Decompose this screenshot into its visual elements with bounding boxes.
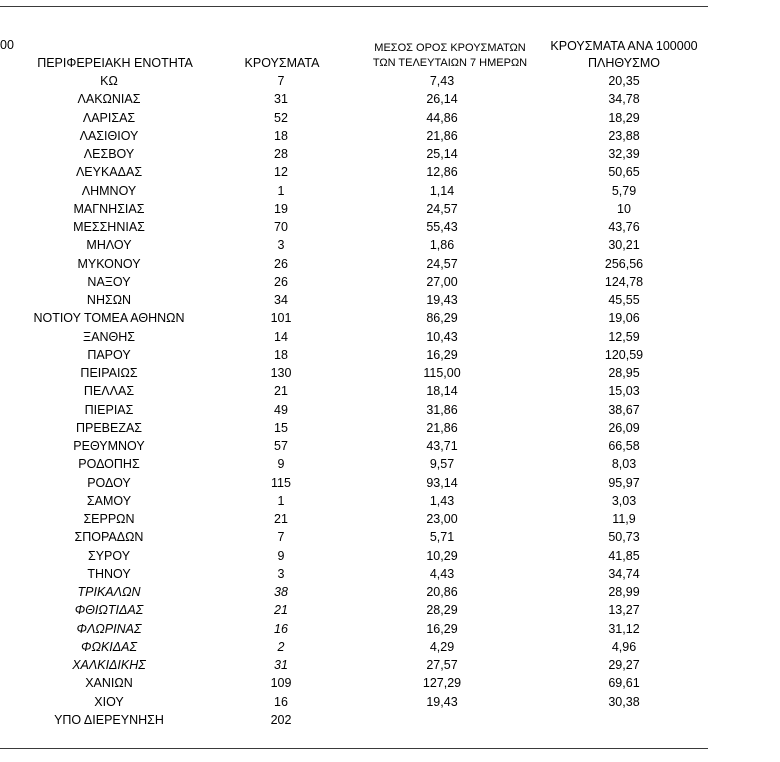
per100k-cell: 4,96 xyxy=(611,639,637,654)
table-row xyxy=(0,638,708,656)
table-row xyxy=(0,547,708,565)
region-cell: ΥΠΟ ΔΙΕΡΕΥΝΗΣΗ xyxy=(54,712,164,727)
cases-cell: 1 xyxy=(277,493,285,508)
per100k-cell xyxy=(540,711,708,729)
per100k-cell: 50,73 xyxy=(608,530,640,545)
region-cell: ΜΑΓΝΗΣΙΑΣ xyxy=(73,201,145,216)
per100k-cell: 30,38 xyxy=(608,694,640,709)
region-cell: ΜΕΣΣΗΝΙΑΣ xyxy=(73,220,145,235)
per100k-cell: 26,09 xyxy=(608,420,640,435)
region-cell: ΤΡΙΚΑΛΩΝ xyxy=(77,585,141,600)
cases-cell: 28 xyxy=(274,147,288,162)
region-cell: ΣΠΟΡΑΔΩΝ xyxy=(74,530,144,545)
cases-cell: 130 xyxy=(270,366,292,381)
avg7-cell: 55,43 xyxy=(426,220,458,235)
avg7-cell: 27,57 xyxy=(426,658,458,673)
region-cell: ΠΑΡΟΥ xyxy=(87,347,131,362)
cases-cell: 52 xyxy=(274,110,288,125)
region-cell: ΛΑΚΩΝΙΑΣ xyxy=(77,92,141,107)
region-cell: ΧΙΟΥ xyxy=(94,694,124,709)
table-row xyxy=(0,620,708,638)
cases-cell: 38 xyxy=(274,585,288,600)
region-cell: ΡΟΔΟΥ xyxy=(87,475,131,490)
table-row xyxy=(0,236,708,254)
table-row xyxy=(0,674,708,692)
region-cell: ΛΗΜΝΟΥ xyxy=(81,183,137,198)
cases-cell: 3 xyxy=(277,566,285,581)
cases-cell: 7 xyxy=(277,530,285,545)
table-row xyxy=(0,127,708,145)
avg7-cell: 24,57 xyxy=(426,201,458,216)
per100k-cell: 32,39 xyxy=(608,147,640,162)
per100k-cell: 28,99 xyxy=(608,585,640,600)
region-cell: ΝΗΣΩΝ xyxy=(86,293,132,308)
avg7-cell: 27,00 xyxy=(426,274,458,289)
region-cell: ΠΕΛΛΑΣ xyxy=(83,384,135,399)
cases-cell: 70 xyxy=(274,220,288,235)
table-row xyxy=(0,346,708,364)
cases-cell: 26 xyxy=(274,274,288,289)
cases-cell: 49 xyxy=(274,402,288,417)
avg7-cell: 31,86 xyxy=(426,402,458,417)
table-row xyxy=(0,309,708,327)
region-cell: ΧΑΝΙΩΝ xyxy=(85,676,133,691)
region-cell: ΣΑΜΟΥ xyxy=(86,493,132,508)
avg7-cell: 127,29 xyxy=(422,676,462,691)
table-row xyxy=(0,492,708,510)
cases-cell: 16 xyxy=(274,694,288,709)
table-row xyxy=(0,109,708,127)
cases-cell: 21 xyxy=(274,603,288,618)
per100k-cell: 10 xyxy=(617,201,631,216)
cases-cell: 2 xyxy=(277,639,285,654)
cases-cell: 26 xyxy=(274,256,288,271)
avg7-cell: 10,43 xyxy=(426,329,458,344)
table-row xyxy=(0,200,708,218)
table-row xyxy=(0,218,708,236)
avg7-cell: 1,43 xyxy=(429,493,455,508)
region-cell: ΤΗΝΟΥ xyxy=(87,566,131,581)
avg7-cell: 12,86 xyxy=(426,165,458,180)
avg7-cell: 93,14 xyxy=(426,475,458,490)
cases-cell: 57 xyxy=(274,439,288,454)
per100k-cell: 12,59 xyxy=(608,329,640,344)
per100k-cell: 19,06 xyxy=(608,311,640,326)
table-row xyxy=(0,255,708,273)
avg7-cell xyxy=(344,711,540,729)
bottom-rule xyxy=(0,748,708,749)
table-row xyxy=(0,565,708,583)
cases-table-body xyxy=(0,72,708,729)
per100k-cell: 8,03 xyxy=(611,457,637,472)
cases-cell: 3 xyxy=(277,238,285,253)
avg7-cell: 1,14 xyxy=(429,183,455,198)
per100k-cell: 41,85 xyxy=(608,548,640,563)
avg7-cell: 16,29 xyxy=(426,621,458,636)
avg7-cell: 1,86 xyxy=(429,238,455,253)
per100k-cell: 69,61 xyxy=(608,676,640,691)
region-cell: ΠΕΙΡΑΙΩΣ xyxy=(80,366,138,381)
per100k-cell: 38,67 xyxy=(608,402,640,417)
header-avg7-line1: ΜΕΣΟΣ ΟΡΟΣ ΚΡΟΥΣΜΑΤΩΝ xyxy=(374,42,526,54)
table-row xyxy=(0,364,708,382)
header-cases: ΚΡΟΥΣΜΑΤΑ xyxy=(244,56,320,70)
cases-cell: 21 xyxy=(274,384,288,399)
per100k-cell: 30,21 xyxy=(608,238,640,253)
cases-cell: 12 xyxy=(274,165,288,180)
avg7-cell: 43,71 xyxy=(426,439,458,454)
region-cell: ΡΟΔΟΠΗΣ xyxy=(78,457,140,472)
avg7-cell: 10,29 xyxy=(426,548,458,563)
per100k-cell: 34,78 xyxy=(608,92,640,107)
per100k-cell: 28,95 xyxy=(608,366,640,381)
cases-cell: 9 xyxy=(277,457,285,472)
truncated-header-text: 00 xyxy=(0,38,14,52)
region-cell: ΣΕΡΡΩΝ xyxy=(83,512,135,527)
avg7-cell: 7,43 xyxy=(429,74,455,89)
avg7-cell: 19,43 xyxy=(426,293,458,308)
region-cell: ΛΕΣΒΟΥ xyxy=(83,147,135,162)
region-cell: ΝΑΞΟΥ xyxy=(87,274,131,289)
header-region: ΠΕΡΙΦΕΡΕΙΑΚΗ ΕΝΟΤΗΤΑ xyxy=(37,56,193,70)
region-cell: ΛΕΥΚΑΔΑΣ xyxy=(75,165,143,180)
table-row xyxy=(0,601,708,619)
avg7-cell: 23,00 xyxy=(426,512,458,527)
table-row xyxy=(0,182,708,200)
per100k-cell: 31,12 xyxy=(608,621,640,636)
per100k-cell: 18,29 xyxy=(608,110,640,125)
region-cell: ΚΩ xyxy=(100,74,118,89)
per100k-cell: 66,58 xyxy=(608,439,640,454)
table-row xyxy=(0,163,708,181)
cases-cell: 34 xyxy=(274,293,288,308)
header-avg7-line2: ΤΩΝ ΤΕΛΕΥΤΑΙΩΝ 7 ΗΜΕΡΩΝ xyxy=(372,57,528,69)
avg7-cell: 5,71 xyxy=(429,530,455,545)
region-cell: ΞΑΝΘΗΣ xyxy=(83,329,135,344)
top-rule xyxy=(0,6,708,7)
table-row xyxy=(0,437,708,455)
header-per100k-line2: ΠΛΗΘΥΣΜΟ xyxy=(588,56,660,70)
avg7-cell: 44,86 xyxy=(426,110,458,125)
per100k-cell: 20,35 xyxy=(608,74,640,89)
table-row xyxy=(0,656,708,674)
table-row xyxy=(0,510,708,528)
avg7-cell: 19,43 xyxy=(426,694,458,709)
region-cell: ΛΑΣΙΘΙΟΥ xyxy=(79,128,139,143)
per100k-cell: 34,74 xyxy=(608,566,640,581)
table-row xyxy=(0,382,708,400)
region-cell: ΛΑΡΙΣΑΣ xyxy=(82,110,136,125)
cases-cell: 21 xyxy=(274,512,288,527)
avg7-cell: 20,86 xyxy=(426,585,458,600)
cases-cell: 18 xyxy=(274,128,288,143)
table-row xyxy=(0,693,708,711)
avg7-cell: 9,57 xyxy=(429,457,455,472)
table-row xyxy=(0,528,708,546)
table-row xyxy=(0,328,708,346)
cases-cell: 1 xyxy=(277,183,285,198)
table-row xyxy=(0,583,708,601)
avg7-cell: 21,86 xyxy=(426,420,458,435)
avg7-cell: 115,00 xyxy=(423,366,461,381)
region-cell: ΜΗΛΟΥ xyxy=(86,238,132,253)
cases-cell: 31 xyxy=(274,658,288,673)
header-per100k-line1: ΚΡΟΥΣΜΑΤΑ ΑΝΑ 100000 xyxy=(550,39,698,53)
table-row xyxy=(0,273,708,291)
cases-cell: 9 xyxy=(277,548,285,563)
per100k-cell: 13,27 xyxy=(608,603,640,618)
table-row xyxy=(0,711,708,729)
per100k-cell: 3,03 xyxy=(611,493,637,508)
per100k-cell: 124,78 xyxy=(604,274,644,289)
region-cell: ΡΕΘΥΜΝΟΥ xyxy=(73,439,145,454)
per100k-cell: 5,79 xyxy=(611,183,637,198)
avg7-cell: 18,14 xyxy=(426,384,458,399)
cases-cell: 31 xyxy=(274,92,288,107)
avg7-cell: 4,43 xyxy=(429,566,455,581)
region-cell: ΝΟΤΙΟΥ ΤΟΜΕΑ ΑΘΗΝΩΝ xyxy=(33,311,185,326)
region-cell: ΦΛΩΡΙΝΑΣ xyxy=(76,621,142,636)
cases-cell: 7 xyxy=(277,74,285,89)
table-row xyxy=(0,90,708,108)
cases-cell: 18 xyxy=(274,347,288,362)
region-cell: ΜΥΚΟΝΟΥ xyxy=(77,256,141,271)
table-row xyxy=(0,455,708,473)
region-cell: ΠΡΕΒΕΖΑΣ xyxy=(75,420,143,435)
per100k-cell: 45,55 xyxy=(608,293,640,308)
per100k-cell: 29,27 xyxy=(608,658,640,673)
avg7-cell: 4,29 xyxy=(429,639,455,654)
per100k-cell: 15,03 xyxy=(608,384,640,399)
table-row xyxy=(0,72,708,90)
cases-cell: 115 xyxy=(271,475,291,490)
table-row xyxy=(0,474,708,492)
region-cell: ΠΙΕΡΙΑΣ xyxy=(84,402,134,417)
region-cell: ΣΥΡΟΥ xyxy=(87,548,131,563)
per100k-cell: 120,59 xyxy=(604,347,644,362)
cases-cell: 19 xyxy=(274,201,288,216)
table-row xyxy=(0,419,708,437)
per100k-cell: 43,76 xyxy=(608,220,640,235)
per100k-cell: 256,56 xyxy=(604,256,644,271)
cases-cell: 16 xyxy=(274,621,288,636)
cases-cell: 15 xyxy=(274,420,288,435)
region-cell: ΧΑΛΚΙΔΙΚΗΣ xyxy=(72,658,146,673)
cases-table xyxy=(0,72,708,729)
cases-cell: 14 xyxy=(274,329,288,344)
per100k-cell: 23,88 xyxy=(608,128,640,143)
region-cell: ΦΘΙΩΤΙΔΑΣ xyxy=(74,603,144,618)
cases-cell: 109 xyxy=(270,676,292,691)
avg7-cell: 26,14 xyxy=(426,92,458,107)
table-row xyxy=(0,291,708,309)
avg7-cell: 24,57 xyxy=(426,256,458,271)
avg7-cell: 21,86 xyxy=(426,128,458,143)
avg7-cell: 86,29 xyxy=(426,311,458,326)
avg7-cell: 28,29 xyxy=(426,603,458,618)
cases-cell: 101 xyxy=(270,311,292,326)
per100k-cell: 50,65 xyxy=(608,165,640,180)
per100k-cell: 95,97 xyxy=(608,475,640,490)
avg7-cell: 16,29 xyxy=(426,347,458,362)
region-cell: ΦΩΚΙΔΑΣ xyxy=(81,639,137,654)
per100k-cell: 11,9 xyxy=(612,512,636,527)
table-row xyxy=(0,401,708,419)
avg7-cell: 25,14 xyxy=(426,147,458,162)
table-row xyxy=(0,145,708,163)
cases-cell: 202 xyxy=(270,712,292,727)
